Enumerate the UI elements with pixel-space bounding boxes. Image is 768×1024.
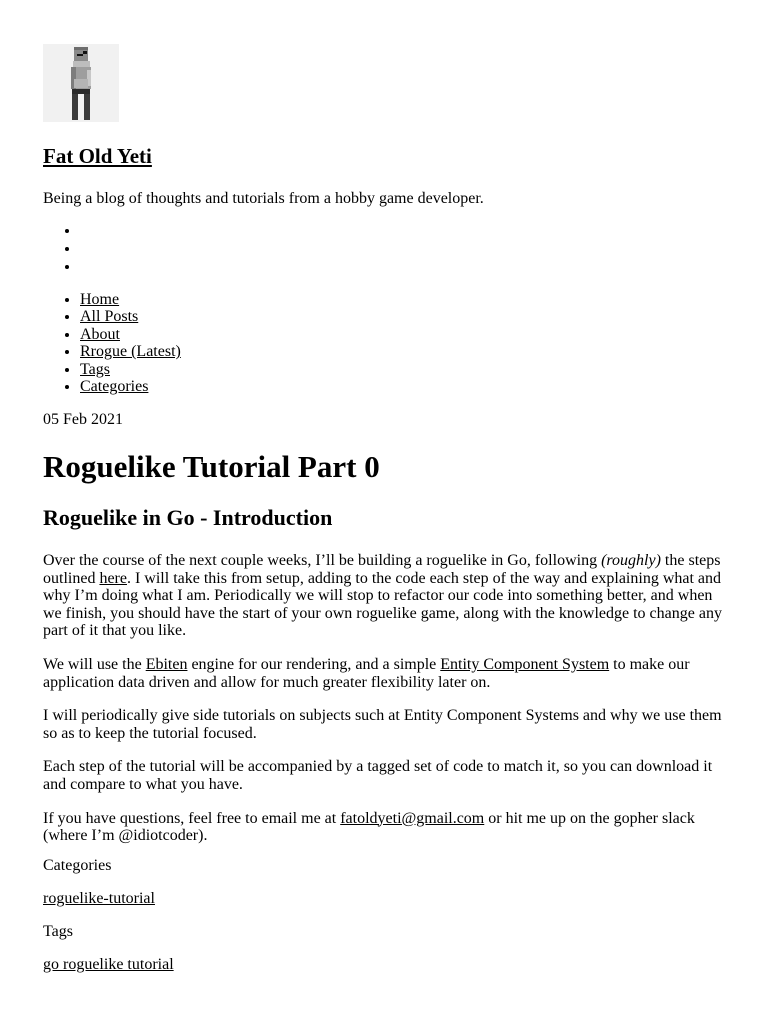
nav-item-tags bbox=[80, 361, 181, 378]
main-nav bbox=[43, 291, 181, 395]
tags-link[interactable]: go roguelike tutorial bbox=[43, 956, 174, 973]
site-title-link[interactable]: Fat Old Yeti bbox=[43, 144, 152, 168]
social-links-list bbox=[43, 222, 80, 276]
nav-link-all-posts[interactable]: All Posts bbox=[80, 308, 139, 326]
text-run: the steps outlined bbox=[43, 552, 721, 587]
nav-item-all-posts bbox=[80, 308, 181, 325]
text-run: If you have questions, feel free to email me at bbox=[43, 809, 341, 827]
post-paragraph-contact bbox=[43, 810, 727, 845]
emphasis-text: (roughly) bbox=[601, 552, 661, 569]
text-run: . I will take this from setup, adding to the code each step of the way and explaining what and why I’m doing what I am. Periodically we will stop to refactor our code into something better, and when we finish, you should have the start of your own roguelike game, along with the knowledge to change any part of it that you like. bbox=[43, 569, 722, 640]
tags-line bbox=[43, 956, 174, 974]
post-paragraph-engine bbox=[43, 656, 727, 691]
here-link[interactable]: here bbox=[99, 569, 127, 587]
text-run: or hit me up on the gopher slack (where I’m @idiotcoder). bbox=[43, 809, 695, 845]
text-run: Over the course of the next couple weeks, I’ll be building a roguelike in Go, following bbox=[43, 552, 602, 569]
text-run: We will use the bbox=[43, 655, 146, 673]
text-run: to make our application data driven and allow for much greater flexibility later on. bbox=[43, 655, 690, 691]
post-body bbox=[43, 552, 727, 861]
post-paragraph-side-tutorials: I will periodically give side tutorials on subjects such at Entity Component Systems and why we use them so as to keep the tutorial focused. bbox=[43, 707, 722, 742]
post-subtitle: Roguelike in Go - Introduction bbox=[43, 505, 333, 530]
nav-item-rrogue bbox=[80, 343, 181, 360]
nav-item-home bbox=[80, 291, 181, 308]
avatar-pixel-yeti[interactable] bbox=[43, 44, 119, 122]
nav-link-home[interactable]: Home bbox=[80, 291, 120, 308]
site-title bbox=[43, 145, 152, 168]
post-paragraph-intro bbox=[43, 552, 727, 640]
category-link-roguelike-tutorial[interactable]: roguelike-tutorial bbox=[43, 890, 155, 907]
nav-link-categories[interactable]: Categories bbox=[80, 377, 149, 395]
category-line bbox=[43, 890, 155, 908]
ecs-link[interactable]: Entity Component System bbox=[440, 655, 610, 673]
nav-link-tags[interactable]: Tags bbox=[80, 360, 110, 378]
post-paragraph-tagged-code: Each step of the tutorial will be accompanied by a tagged set of code to match it, so you can download it and compare to what you have. bbox=[43, 758, 713, 793]
text-run: engine for our rendering, and a simple bbox=[187, 655, 441, 673]
ebiten-link[interactable]: Ebiten bbox=[145, 655, 188, 673]
nav-item-categories bbox=[80, 378, 181, 395]
categories-label: Categories bbox=[43, 857, 112, 874]
post-date: 05 Feb 2021 bbox=[43, 411, 123, 428]
nav-item-about bbox=[80, 326, 181, 343]
nav-link-about[interactable]: About bbox=[80, 325, 120, 343]
tags-label: Tags bbox=[43, 923, 73, 940]
post-title: Roguelike Tutorial Part 0 bbox=[43, 449, 380, 484]
nav-link-rrogue[interactable]: Rrogue (Latest) bbox=[80, 343, 181, 361]
site-tagline: Being a blog of thoughts and tutorials from a hobby game developer. bbox=[43, 190, 484, 207]
email-link[interactable]: fatoldyeti@gmail.com bbox=[340, 809, 485, 827]
